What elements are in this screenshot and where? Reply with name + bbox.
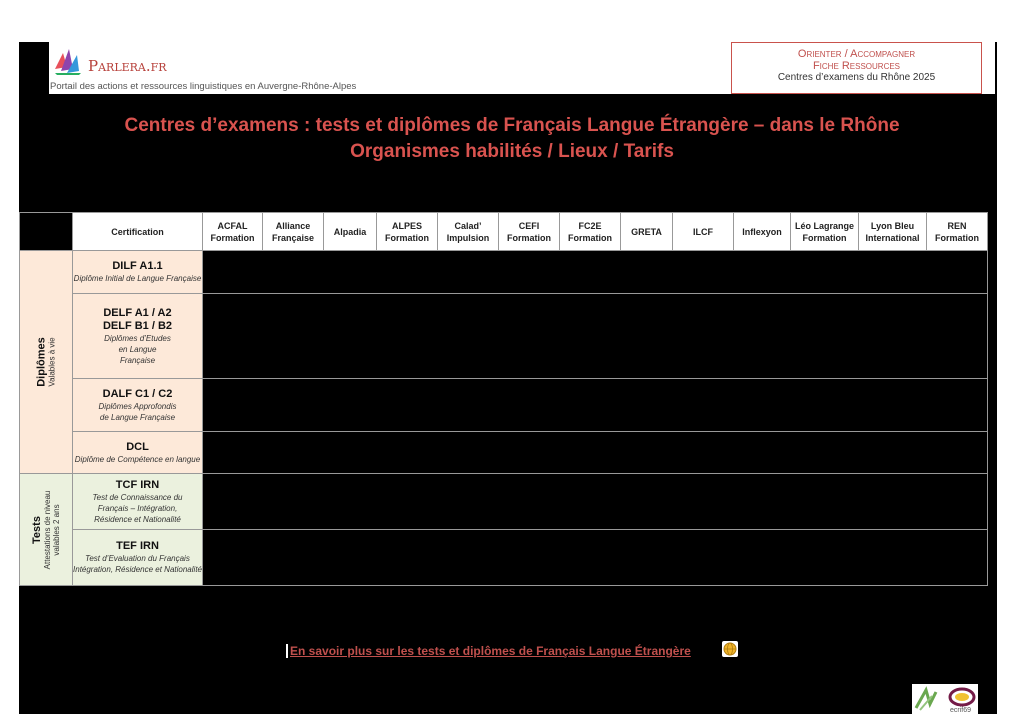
row-empty-cells [203,474,988,530]
more-info-link[interactable]: En savoir plus sur les tests et diplômes de Français Langue Étrangère [286,644,691,658]
fiche-box [731,42,982,94]
cert-cell-dcl: DCL Diplôme de Compétence en langue [73,432,203,474]
ecrif-logo-text: ecrif69 [950,707,972,714]
diplomes-title: Diplômes [35,337,48,387]
diplomes-subtitle: Valables à vie [47,337,57,387]
cert-header: Certification [73,213,203,251]
cert-cell-dilf: DILF A1.1 Diplôme Initial de Langue Française [73,251,203,294]
org-header: FC2E Formation [560,213,621,251]
org-header: Alpadia [324,213,377,251]
tests-subtitle-2: valables 2 ans [52,503,61,556]
org-header: Lyon Bleu International [859,213,927,251]
page-subtitle: Organismes habilités / Lieux / Tarifs [350,141,674,162]
org-header: GRETA [621,213,673,251]
tests-group-label [20,474,73,586]
brand-name[interactable]: Parlera.fr [88,57,167,75]
org-header: Léo Lagrange Formation [791,213,859,251]
row-empty-cells [203,530,988,586]
tests-subtitle-1: Attestations de niveau [43,490,52,569]
exam-centers-table [19,212,988,586]
row-empty-cells [203,432,988,474]
org-header: Alliance Française [263,213,324,251]
org-header: REN Formation [927,213,988,251]
org-header: CEFI Formation [499,213,560,251]
org-header: Calad’ Impulsion [438,213,499,251]
tagline: Portail des actions et ressources linguistiques en Auvergne-Rhône-Alpes [50,81,357,92]
diplomes-group-label [20,251,73,474]
org-header: Inflexyon [734,213,791,251]
row-empty-cells [203,294,988,379]
row-empty-cells [203,379,988,432]
ecrif-logo [912,684,978,714]
org-header: ACFAL Formation [203,213,263,251]
fiche-line3: Centres d’examens du Rhône 2025 [777,72,936,83]
org-header: ILCF [673,213,734,251]
cert-cell-delf: DELF A1 / A2 DELF B1 / B2 Diplômes d’Etudes en Langue Française [73,294,203,379]
fiche-line2: Fiche Ressources [812,60,901,72]
cert-cell-dalf: DALF C1 / C2 Diplômes Approfondis de Langue Française [73,379,203,432]
fiche-line1: Orienter / Accompagner [797,48,916,60]
tests-title: Tests [31,515,43,544]
ecrif-logo-icon [912,684,978,714]
parlera-logo-icon [53,45,85,77]
corner-cell [20,213,73,251]
page-title: Centres d’examens : tests et diplômes de Français Langue Étrangère – dans le Rhône [124,115,900,136]
row-empty-cells [203,251,988,294]
org-header: ALPES Formation [377,213,438,251]
globe-link-icon[interactable] [722,641,738,657]
cert-cell-tcf: TCF IRN Test de Connaissance du Français – Intégration, Résidence et Nationalité [73,474,203,530]
cert-cell-tef: TEF IRN Test d’Evaluation du Français Intégration, Résidence et Nationalité [73,530,203,586]
